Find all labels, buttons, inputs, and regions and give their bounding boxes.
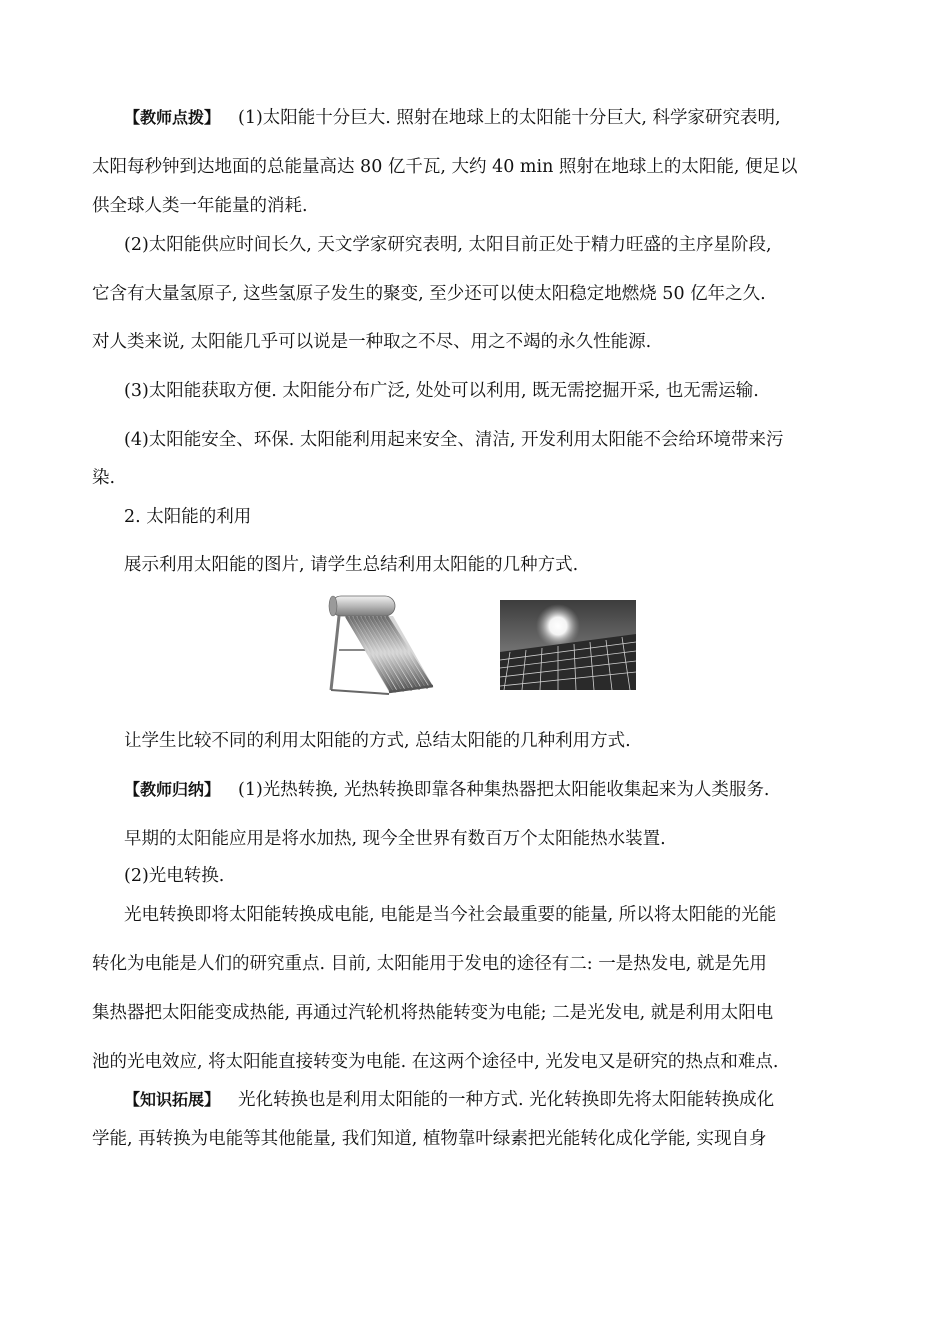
knowledge-extension-label: 【知识拓展】: [124, 1090, 221, 1109]
para1-line3: 供全球人类一年能量的消耗.: [92, 196, 308, 216]
show-images-text: 展示利用太阳能的图片, 请学生总结利用太阳能的几种方式.: [124, 555, 579, 575]
photo-line4: 池的光电效应, 将太阳能直接转变为电能. 在这两个途径中, 光发电又是研究的热点和难点.: [92, 1052, 779, 1072]
summary-line1-text: (1)光热转换, 光热转换即靠各种集热器把太阳能收集起来为人类服务.: [238, 780, 770, 800]
summary-line3: (2)光电转换.: [124, 866, 225, 886]
para2-line1: (2)太阳能供应时间长久, 天文学家研究表明, 太阳目前正处于精力旺盛的主序星阶段,: [124, 235, 772, 255]
para2-line3: 对人类来说, 太阳能几乎可以说是一种取之不尽、用之不竭的永久性能源.: [92, 332, 652, 352]
extension-line2: 学能, 再转换为电能等其他能量, 我们知道, 植物靠叶绿素把光能转化成化学能, 实现自身: [92, 1129, 767, 1149]
photo-line2: 转化为电能是人们的研究重点. 目前, 太阳能用于发电的途径有二: 一是热发电, 就是先用: [92, 954, 767, 974]
para2-line2: 它含有大量氢原子, 这些氢原子发生的聚变, 至少还可以使太阳稳定地燃烧 50 亿年之久.: [92, 284, 766, 304]
solar-panel-image: [500, 600, 636, 690]
extension-line1-text: 光化转换也是利用太阳能的一种方式. 光化转换即先将太阳能转换成化: [238, 1090, 775, 1110]
extension-line1: [124, 1088, 774, 1112]
solar-water-heater-image: [325, 590, 437, 700]
photo-line1: 光电转换即将太阳能转换成电能, 电能是当今社会最重要的能量, 所以将太阳能的光能: [124, 905, 777, 925]
para1-line2: 太阳每秒钟到达地面的总能量高达 80 亿千瓦, 大约 40 min 照射在地球上的太阳能, 便足以: [92, 157, 798, 177]
para1-line1: [124, 106, 781, 130]
solar-water-heater-icon: [325, 590, 437, 700]
para4-line2: 染.: [92, 468, 116, 488]
solar-panel-array-icon: [500, 600, 636, 690]
para3: (3)太阳能获取方便. 太阳能分布广泛, 处处可以利用, 既无需挖掘开采, 也无需运输.: [124, 381, 759, 401]
summary-line1: [124, 778, 770, 802]
teacher-summary-label: 【教师归纳】: [124, 780, 221, 799]
photo-line3: 集热器把太阳能变成热能, 再通过汽轮机将热能转变为电能; 二是光发电, 就是利用太阳电: [92, 1003, 774, 1023]
para1-line1-text: (1)太阳能十分巨大. 照射在地球上的太阳能十分巨大, 科学家研究表明,: [238, 108, 781, 128]
section2-heading: 2. 太阳能的利用: [124, 507, 252, 527]
summary-line2: 早期的太阳能应用是将水加热, 现今全世界有数百万个太阳能热水装置.: [124, 829, 666, 849]
para4-line1: (4)太阳能安全、环保. 太阳能利用起来安全、清洁, 开发利用太阳能不会给环境带来污: [124, 430, 784, 450]
compare-text: 让学生比较不同的利用太阳能的方式, 总结太阳能的几种利用方式.: [124, 731, 631, 751]
teacher-tip-label: 【教师点拨】: [124, 108, 221, 127]
